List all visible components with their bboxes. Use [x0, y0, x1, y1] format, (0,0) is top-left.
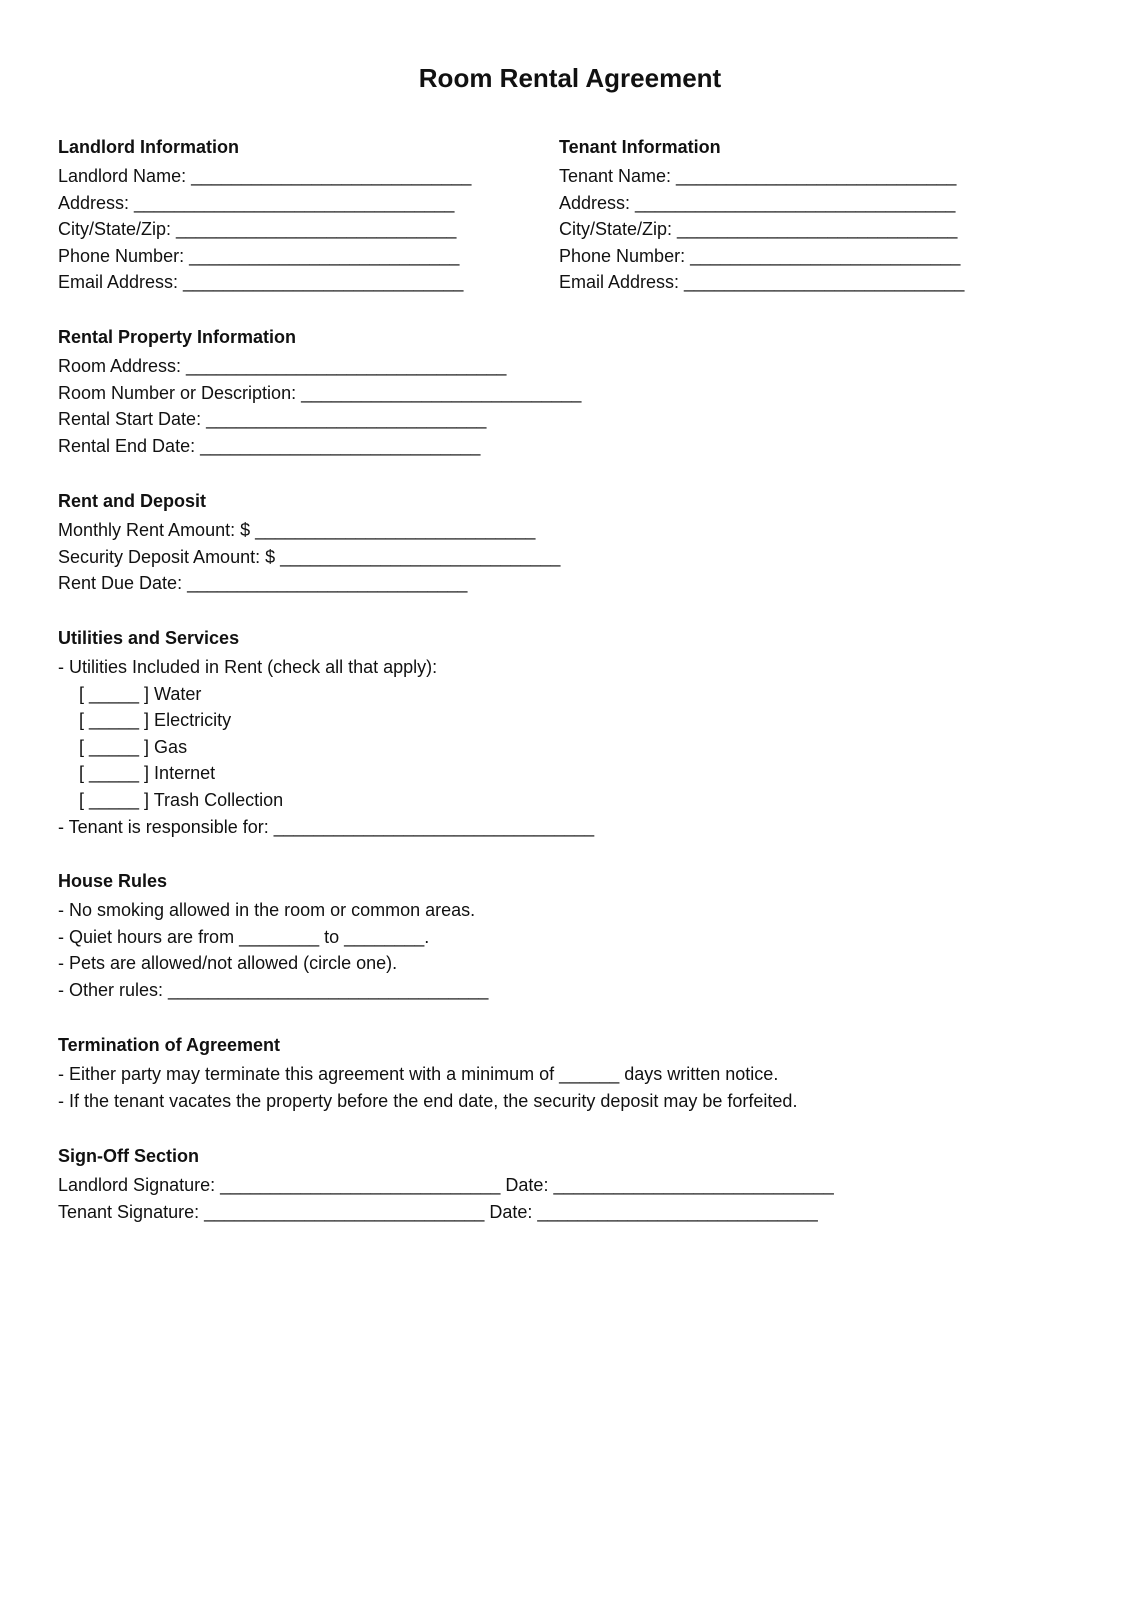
section-tenant: [559, 134, 964, 296]
form-field-line: - Pets are allowed/not allowed (circle one).: [58, 953, 398, 974]
form-field-line[interactable]: Rental Start Date: ____________________________: [58, 409, 487, 430]
section-rent: [58, 488, 560, 597]
form-field-line[interactable]: Landlord Name: ____________________________: [58, 166, 472, 187]
form-field-line[interactable]: - Either party may terminate this agreement with a minimum of ______ days written notice.: [58, 1064, 779, 1085]
document-title: Room Rental Agreement: [418, 63, 722, 93]
section-utilities: [58, 625, 594, 840]
checkbox-line[interactable]: [ _____ ] Water: [79, 683, 202, 704]
section-property: [58, 324, 581, 459]
section-heading: House Rules: [58, 871, 168, 891]
form-field-line[interactable]: City/State/Zip: ____________________________: [559, 219, 958, 240]
form-field-line[interactable]: Phone Number: ___________________________: [559, 245, 961, 266]
form-field-line[interactable]: Tenant Signature: ____________________________ Date: ____________________________: [58, 1201, 818, 1222]
form-field-line[interactable]: Room Number or Description: ____________________________: [58, 382, 582, 403]
form-field-line[interactable]: City/State/Zip: ____________________________: [58, 219, 457, 240]
form-field-line[interactable]: Landlord Signature: ____________________________ Date: ____________________________: [58, 1175, 834, 1196]
section-signoff: [58, 1143, 834, 1225]
form-field-line[interactable]: Phone Number: ___________________________: [58, 245, 460, 266]
form-field-line[interactable]: Address: ________________________________: [559, 192, 956, 213]
section-heading: Utilities and Services: [58, 628, 240, 648]
section-heading: Tenant Information: [559, 137, 721, 157]
form-field-line[interactable]: Rental End Date: ____________________________: [58, 435, 481, 456]
form-field-line[interactable]: - Other rules: ________________________________: [58, 979, 489, 1000]
form-field-line[interactable]: Security Deposit Amount: $ ____________________________: [58, 546, 561, 567]
form-field-line[interactable]: Tenant Name: ____________________________: [559, 166, 957, 187]
checkbox-line[interactable]: [ _____ ] Gas: [79, 736, 188, 757]
form-field-line[interactable]: Email Address: ____________________________: [559, 272, 965, 293]
section-landlord: [58, 134, 471, 296]
checkbox-line[interactable]: [ _____ ] Internet: [79, 763, 216, 784]
form-field-line[interactable]: Rent Due Date: ____________________________: [58, 573, 468, 594]
checkbox-line[interactable]: [ _____ ] Trash Collection: [79, 790, 284, 811]
section-termination: [58, 1032, 797, 1114]
form-field-line[interactable]: Email Address: ____________________________: [58, 272, 464, 293]
form-field-line: - No smoking allowed in the room or common areas.: [58, 900, 476, 921]
form-field-line: - If the tenant vacates the property before the end date, the security deposit may be forfeited.: [58, 1090, 798, 1111]
section-rules: [58, 868, 488, 1003]
section-heading: Sign-Off Section: [58, 1146, 199, 1166]
form-field-line: - Utilities Included in Rent (check all that apply):: [58, 657, 438, 678]
section-heading: Landlord Information: [58, 137, 239, 157]
form-field-line[interactable]: Address: ________________________________: [58, 192, 455, 213]
section-heading: Termination of Agreement: [58, 1035, 281, 1055]
section-heading: Rental Property Information: [58, 327, 297, 347]
section-heading: Rent and Deposit: [58, 491, 207, 511]
form-field-line[interactable]: - Quiet hours are from ________ to ________.: [58, 926, 430, 947]
form-field-line[interactable]: Room Address: ________________________________: [58, 356, 507, 377]
checkbox-line[interactable]: [ _____ ] Electricity: [79, 710, 232, 731]
form-field-line[interactable]: Monthly Rent Amount: $ ____________________________: [58, 520, 536, 541]
form-field-line[interactable]: - Tenant is responsible for: ________________________________: [58, 816, 595, 837]
